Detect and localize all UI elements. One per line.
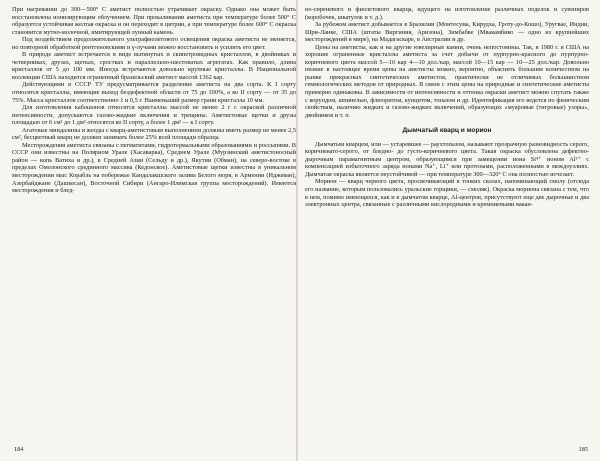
paragraph: Действующими в СССР ТУ предусматривается разделение аметиста на два сорта. К I сорту относятся кристаллы, имеющие выход бездефектной области от 75 до 100%, а ко II сорту — от 35 до 75%. Масса кристаллов соответственно 1 и 0,5 г. Наименьший размер грани кристалла 10 мм. — [12, 81, 296, 104]
paragraph: Агатовые миндалины и жеоды с кварц-аметистовым выполнением должны иметь размер не менее 2,5 см², бесцветный кварц не должен занимать более 25% всей площади образца. — [12, 126, 296, 142]
paragraph: Для изготовления кабошонов относятся кристаллы массой не менее 2 г с окраской различной интенсивности, допускаются газово-жидкие включения и трещины. Аметистовые щетки и друзы площадью от 6 см² до 1 дм² относятся ко II сорту, а более 1 дм² — к I сорту. — [12, 104, 296, 127]
paragraph: При нагревании до 300—500° С аметист полностью утрачивает окраску. Однако она может быть восстановлена ионизирующим облучением. При прокаливании аметиста при температуре более 500° С образуется устойчивая желтая окраска и он переходит в цитрин, а при температуре более 600° С окраска становится мутно-молочной, имитирующей лунный камень. — [12, 6, 296, 36]
right-page — [305, 6, 589, 446]
page-number-left: 184 — [14, 446, 24, 453]
page-number-right: 185 — [578, 446, 588, 453]
paragraph: Морион — кварц черного цвета, просвечивающий в тонких сколах, напоминающий смолу (отсюда его название, которым пользовались уральские горщики, — смоляк). Окраска мориона связана с тем, что в нем, помимо имеющихся, как и в дымчатом кварце, Al-центров, присутствуют еще две дырочные и два электронных центра, связанные с различными кислородными и кремниевыми вакан- — [305, 178, 589, 209]
paragraph: Дымчатым кварцем, или — устаревшее — раухтопазом, называют прозрачную разновидность серого, коричневато-серого, от бледно- до густо-коричневого цвета. Такая окраска обусловлена дефектно-дырочным парамагнитным центром, образующимся при замещении иона Si⁴⁺ ионом Al³⁺ с компенсацией избыточного заряда ионами Na⁺, Li⁺ или протонами, расположенными в междоузлиях. Дымчатая окраска является неустойчивой — при температуре 300—320° С она полностью исчезает. — [305, 140, 589, 178]
book-gutter — [296, 0, 298, 461]
paragraph: Цены на аметисты, как и на другие ювелирные камни, очень непостоянны. Так, в 1980 г. в США на хорошие ограненные кристаллы аметиста за счет добычи от пурпурно-красного до пурпурно-коричневого цвета массой 5—10 кар 4—10 дол./кар, массой 10—15 кар — 10—25 дол./кар. Довольно низкие в настоящее время цены на аметисты можно, вероятно, объяснить большим количеством на рынке прекрасных синтетических аметистов, практически не отличимых большинством геммологических методов от природных. В связи с этим цены на природные и синтетические аметисты примерно одинаковы. В зависимости от интенсивности и оттенка окраски аметист можно спутать также с корундом, шпинелью, флюоритом, кунцитом, топазом и др. Идентификация его ведется по физическим свойствам, наличию жидких и газово-жидких включений, образующих «муаровые (тигровые) узоры», двойников и т. п. — [305, 43, 589, 119]
paragraph: Под воздействием продолжительного ультрафиолетового освещения окраска аметиста не меняется, но повторной обработкой рентгеновскими и γ-лучами можно восстановить и усилить его цвет. — [12, 36, 296, 51]
paragraph: но-сиреневого и фиолетового кварца, идущего на изготовление различных поделок и сувениров (коробочек, шкатулок и т. д.). — [305, 6, 589, 21]
paragraph: За рубежом аметист добывается в Бразилии (Монтесума, Кирудха, Гроту-до-Кошо), Уругвае, Индии, Шри-Ланке, США (штаты Виргиния, Аризона), Зимбабве (Мвакамбико — одно из крупнейших месторождений в мире), на Мадагаскаре, в Австралии и др. — [305, 21, 589, 44]
paragraph: Месторождения аметиста связаны с пегматитами, гидротермальными образованиями и россыпями. В СССР они известны на Полярном Урале (Хасаварка), Среднем Урале (Мурзинский аметистоносный район — копь Ватиха и др.), в Средней Азии (Сельду и др.), Якутии (Обман), на северо-востоке в пределах Омолонского срединного массива (Кедонское). Аметистовые щетки известны в уникальном месторождении мыс Корабль на побережье Кандалакшского залива Белого моря, в Армении (Иджеван), Азербайджане (Дашкесан), Восточной Сибири (Ангаро-Илимская группа месторождений). Имеются месторождения и блед- — [12, 141, 296, 195]
section-title: Дымчатый кварц и морион — [402, 127, 492, 135]
left-page — [12, 6, 296, 446]
paragraph: В природе аметист встречается в виде вытянутых и скипетровидных кристаллов, в двойниках и четверниках, друзах, щетках, сростках и параллельно-шестоватых агрегатах. Как правило, длина кристаллов от 5 до 100 мм. Иногда встречаются довольно крупные кристаллы. В Национальной коллекции США находится ограненный бразильский аметист массой 1362 кар. — [12, 51, 296, 81]
